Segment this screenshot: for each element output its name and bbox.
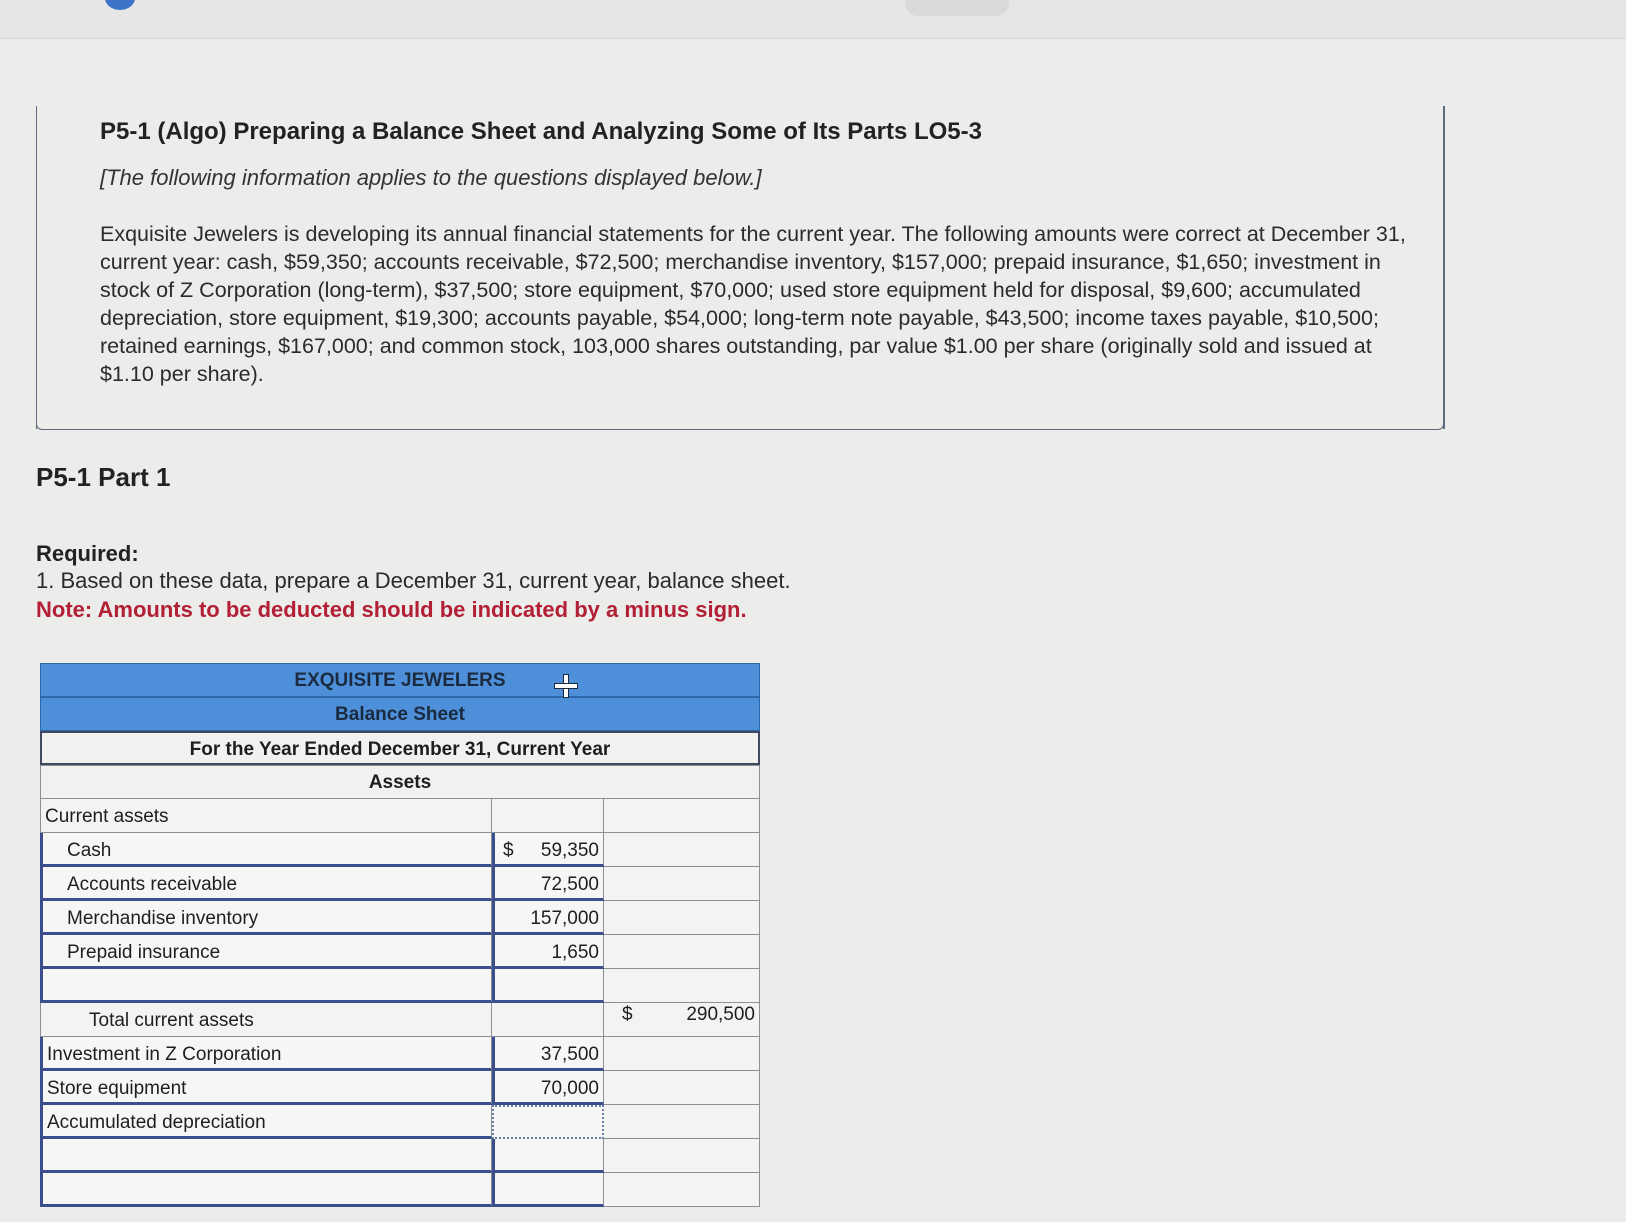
- required-label: Required:: [36, 541, 139, 566]
- problem-body: Exquisite Jewelers is developing its annual financial statements for the current year. The following amounts were correct at December 31, current year: cash, $59,350; accounts receivable, $72,500; merchandise inventory, $157,000; prepaid insurance, $1,650; investment in stock of Z Corporation (long-term), $37,500; store equipment, $70,000; used store equipment held for disposal, $9,600; accumulated depreciation, store equipment, $19,300; accounts payable, $54,000; long-term note payable, $43,500; income taxes payable, $10,500; retained earnings, $167,000; and common stock, 103,000 shares outstanding, par value $1.00 per share (originally sold and issued at $1.10 per share).: [100, 222, 1406, 386]
- empty-cell: [604, 1037, 760, 1071]
- table-row: [40, 935, 760, 969]
- statement-name: Balance Sheet: [40, 697, 760, 731]
- amount-input[interactable]: 157,000: [492, 901, 604, 935]
- currency-symbol: $: [622, 1004, 633, 1025]
- amount-input[interactable]: 72,500: [492, 867, 604, 901]
- table-row: [40, 1105, 760, 1139]
- total-value: 290,500: [686, 1004, 755, 1025]
- amount-input[interactable]: 37,500: [492, 1037, 604, 1071]
- table-row: [40, 901, 760, 935]
- amount-input[interactable]: [492, 833, 604, 867]
- part-title: P5-1 Part 1: [36, 462, 171, 492]
- table-row: [40, 833, 760, 867]
- account-dropdown[interactable]: Accounts receivable: [40, 867, 492, 901]
- table-row: [40, 799, 760, 833]
- account-dropdown[interactable]: [40, 1173, 492, 1207]
- total-current-assets-value: [604, 1003, 760, 1037]
- table-row: [40, 1037, 760, 1071]
- table-row: [40, 1173, 760, 1207]
- info-icon[interactable]: [105, 0, 135, 10]
- account-dropdown[interactable]: Store equipment: [40, 1071, 492, 1105]
- empty-cell: [492, 799, 604, 833]
- assets-heading: Assets: [40, 765, 760, 799]
- required-text: 1. Based on these data, prepare a December 31, current year, balance sheet.: [36, 568, 791, 593]
- amount-input[interactable]: 1,650: [492, 935, 604, 969]
- empty-cell: [604, 901, 760, 935]
- empty-cell: [604, 935, 760, 969]
- problem-subtitle: [The following information applies to the questions displayed below.]: [100, 165, 762, 190]
- box-left-border: [36, 106, 38, 429]
- empty-cell: [604, 833, 760, 867]
- account-dropdown[interactable]: Merchandise inventory: [40, 901, 492, 935]
- account-dropdown[interactable]: Accumulated depreciation: [40, 1105, 492, 1139]
- company-name: EXQUISITE JEWELERS: [40, 663, 760, 697]
- saved-indicator: [905, 0, 1009, 16]
- table-row: [40, 867, 760, 901]
- period-dropdown[interactable]: For the Year Ended December 31, Current Year: [40, 731, 760, 765]
- empty-cell: [604, 867, 760, 901]
- total-current-assets-label: Total current assets: [40, 1003, 492, 1037]
- amount-value: 59,350: [540, 840, 599, 861]
- amount-input[interactable]: [492, 1139, 604, 1173]
- currency-symbol: $: [503, 840, 514, 861]
- empty-cell: [604, 1105, 760, 1139]
- amount-input[interactable]: [492, 969, 604, 1003]
- table-row: [40, 969, 760, 1003]
- move-cursor-icon: [553, 673, 579, 699]
- empty-cell: [604, 1071, 760, 1105]
- table-row: [40, 1071, 760, 1105]
- amount-input[interactable]: 70,000: [492, 1071, 604, 1105]
- empty-cell: [604, 799, 760, 833]
- table-row: [40, 1139, 760, 1173]
- top-bar: [0, 0, 1626, 39]
- amount-input[interactable]: [492, 1173, 604, 1207]
- account-dropdown[interactable]: [40, 969, 492, 1003]
- account-dropdown[interactable]: Investment in Z Corporation: [40, 1037, 492, 1071]
- account-dropdown[interactable]: [40, 1139, 492, 1173]
- current-assets-label: Current assets: [40, 799, 492, 833]
- account-dropdown[interactable]: Cash: [40, 833, 492, 867]
- amount-input-focused[interactable]: [492, 1105, 604, 1139]
- account-dropdown[interactable]: Prepaid insurance: [40, 935, 492, 969]
- table-row: [40, 1003, 760, 1037]
- note-text: Note: Amounts to be deducted should be indicated by a minus sign.: [36, 597, 747, 622]
- empty-cell: [492, 1003, 604, 1037]
- problem-title: P5-1 (Algo) Preparing a Balance Sheet and Analyzing Some of Its Parts LO5-3: [100, 118, 982, 145]
- box-right-border: [1443, 106, 1445, 429]
- empty-cell: [604, 1139, 760, 1173]
- empty-cell: [604, 1173, 760, 1207]
